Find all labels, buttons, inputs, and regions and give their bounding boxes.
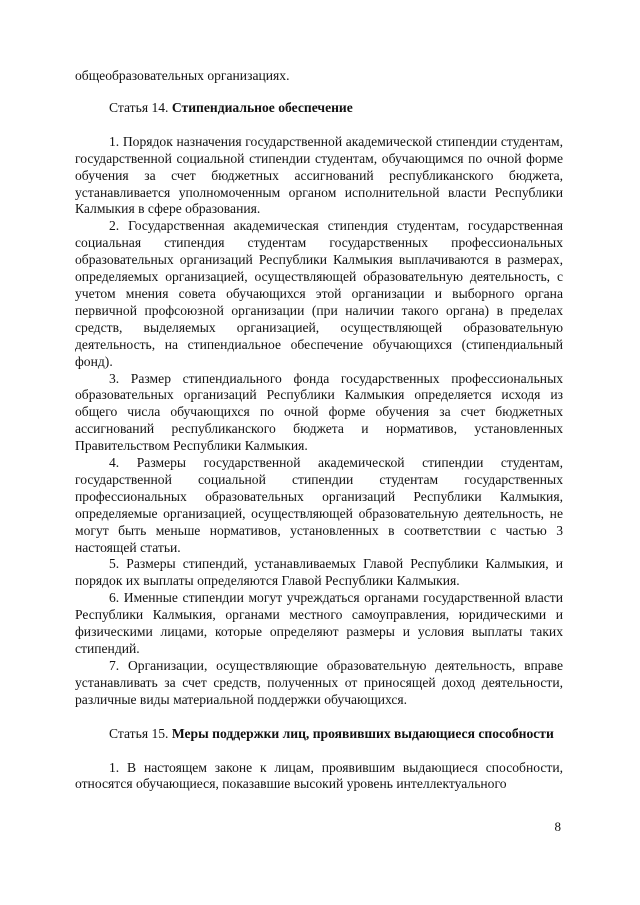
article-15-prefix: Статья 15. <box>109 725 169 741</box>
article-14-paragraph-7: 7. Организации, осуществляющие образовательную деятельность, вправе устанавливать за счет средств, полученных от приносящей доход деятельности, различные виды материальной поддержки обучающихся. <box>75 657 563 707</box>
article-14-paragraph-2: 2. Государственная академическая стипендия студентам, государственная социальная стипендия студентам государственных профессиональных образовательных организаций Республики Калмыкия выплачиваются в размерах, определяемых организацией, осуществляющей образовательную деятельность, с учетом мнения совета обучающихся этой организации и выборного органа первичной профсоюзной организации (при наличии такого органа) в пределах средств, выделяемых организацией, осуществляющей образовательную деятельность, на стипендиальное обеспечение обучающихся (стипендиальный фонд). <box>75 218 563 369</box>
article-14-title: Стипендиальное обеспечение <box>171 99 353 115</box>
article-14-heading <box>75 100 563 117</box>
article-15-paragraph-1: 1. В настоящем законе к лицам, проявившим выдающиеся способности, относятся обучающиеся, показавшие высокий уровень интеллектуального <box>75 759 563 792</box>
article-15-title: Меры поддержки лиц, проявивших выдающиеся способности <box>171 725 554 741</box>
article-14-paragraph-5: 5. Размеры стипендий, устанавливаемых Главой Республики Калмыкия, и порядок их выплаты определяются Главой Республики Калмыкия. <box>75 556 563 589</box>
page-number: 8 <box>554 819 561 834</box>
article-14-paragraph-1: 1. Порядок назначения государственной академической стипендии студентам, государственной социальной стипендии студентам, обучающимся по очной форме обучения за счет бюджетных ассигнований республиканского бюджета, устанавливается уполномоченным органом исполнительной власти Республики Калмыкия в сфере образования. <box>75 133 563 217</box>
article-14-paragraph-4: 4. Размеры государственной академической стипендии студентам, государственной социальной стипендии студентам государственных профессиональных образовательных организаций Республики Калмыкия, определяемые организацией, осуществляющей образовательную деятельность, не могут быть меньше нормативов, установленных в соответствии с частью 3 настоящей статьи. <box>75 455 563 555</box>
article-14-paragraph-6: 6. Именные стипендии могут учреждаться органами государственной власти Республики Калмыкия, органами местного самоуправления, юридическими и физическими лицами, которые определяют размеры и условия выплаты таких стипендий. <box>75 590 563 656</box>
document-page <box>75 68 563 793</box>
article-14-prefix: Статья 14. <box>109 99 169 115</box>
article-15-heading <box>75 726 563 743</box>
intro-fragment: общеобразовательных организациях. <box>75 68 290 83</box>
article-14-paragraph-3: 3. Размер стипендиального фонда государственных профессиональных образовательных организаций Республики Калмыкия определяется исходя из общего числа обучающихся по очной форме обучения за счет бюджетных ассигнований республиканского бюджета и нормативов, установленных Правительством Республики Калмыкия. <box>75 370 563 454</box>
